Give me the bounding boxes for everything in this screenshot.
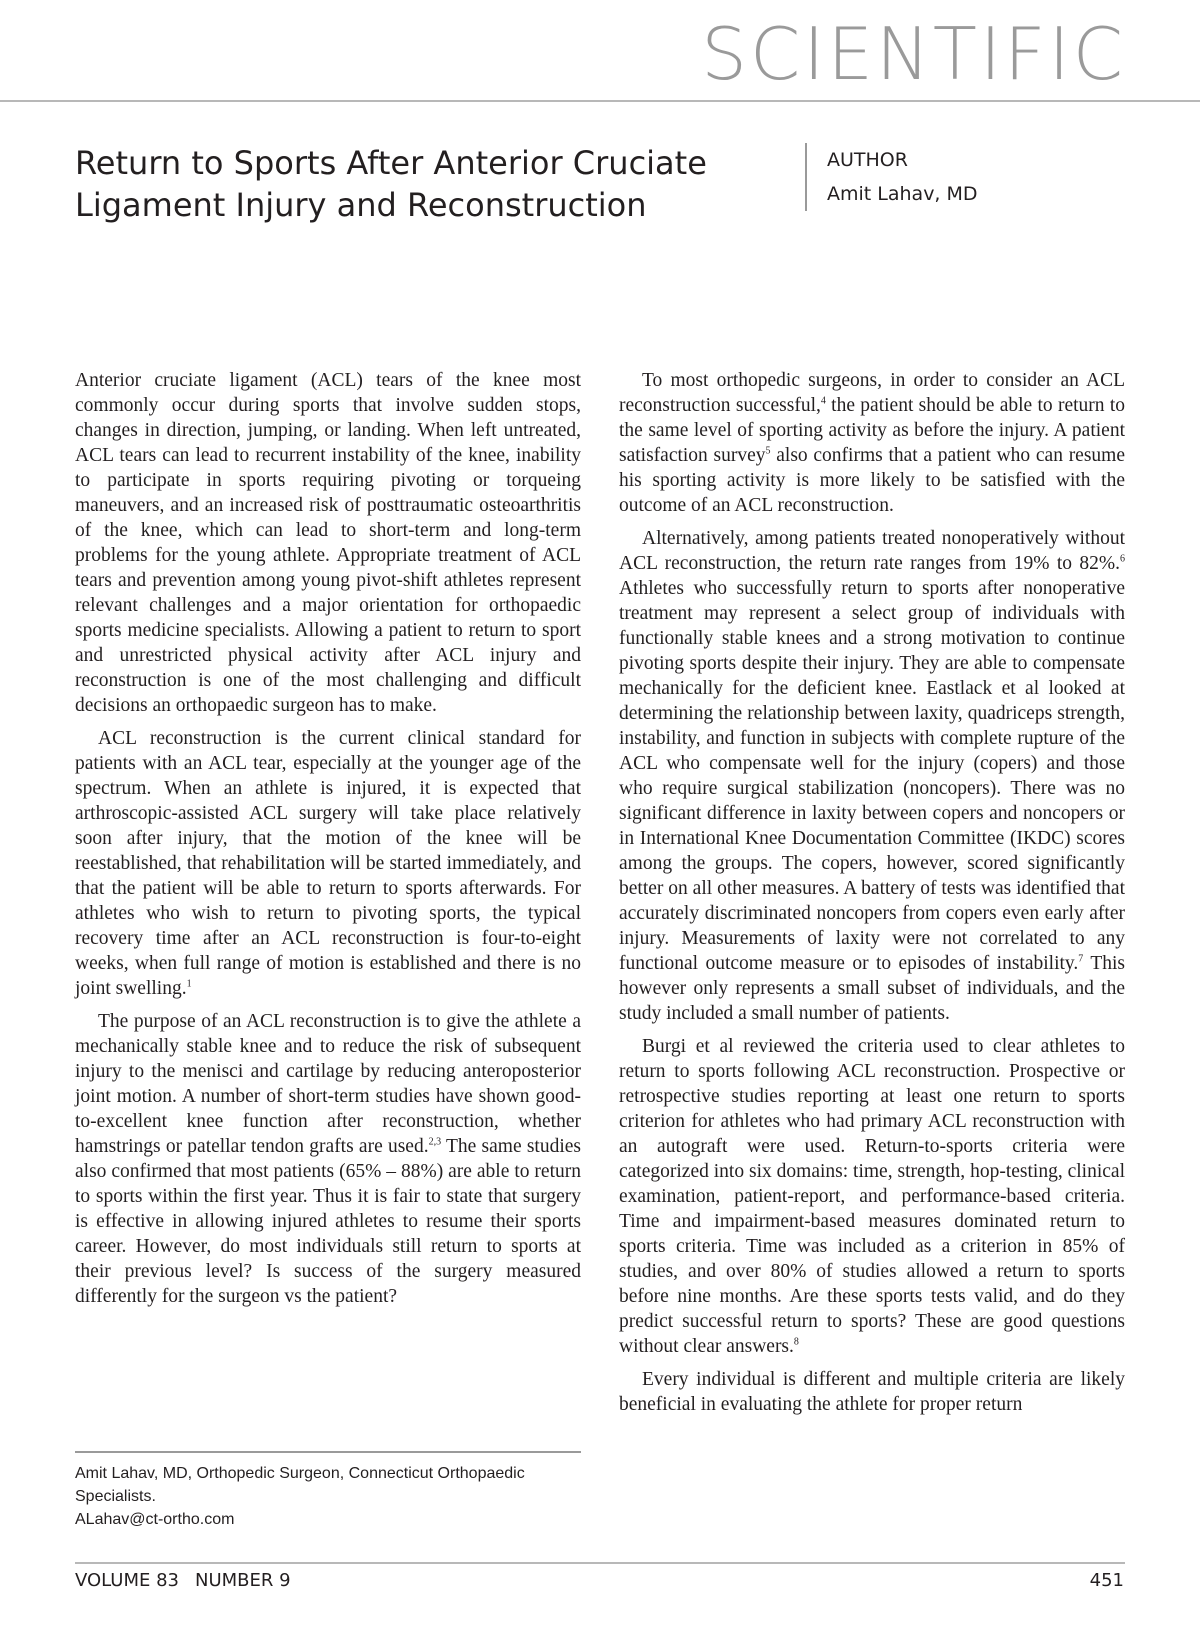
author-name: Amit Lahav, MD [827, 183, 978, 205]
citation: 6 [1120, 553, 1125, 565]
paragraph: ACL reconstruction is the current clinical standard for patients with an ACL tear, especially at the younger age of the spectrum. When an athlete is injured, it is expected that arthroscopic-assisted ACL surgery will take place relatively soon after injury, that the motion of the knee will be reestablished, that rehabilitation will be started immediately, and that the patient will be able to return to sports afterwards. For athletes who wish to return to pivoting sports, the typical recovery time after an ACL reconstruction is four-to-eight weeks, when full range of motion is established and there is no joint swelling.$^1$ [75, 728, 581, 999]
right-column [619, 368, 1125, 1425]
citation: 1 [186, 978, 192, 990]
citation: 8 [793, 1336, 799, 1348]
citation: 5 [765, 445, 771, 457]
paragraph: Alternatively, among patients treated nonoperatively without ACL reconstruction, the return rate ranges from 19% to 82%.$^6$ Athletes who successfully return to sports after nonoperative treatment may represent a select group of individuals with functionally stable knees and a strong motivation to continue pivoting sports despite their injury. They are able to compensate mechanically for the deficient knee. Eastlack et al looked at determining the relationship between laxity, quadriceps strength, instability, and function in subjects with complete rupture of the ACL who compensate well for the injury (copers) and those who require surgical stabilization (noncopers). There was no significant difference in laxity between copers and noncopers or in International Knee Documentation Committee (IKDC) scores among the groups. The copers, however, scored significantly better on all other measures. A battery of tests was identified that accurately discriminated noncopers from copers even early after injury. Measurements of laxity were not correlated to any functional outcome measure or to episodes of instability.$^7$ This however only represents a small subset of individuals, and the study included a small number of patients. [619, 528, 1125, 1024]
citation: 2,3 [428, 1136, 442, 1148]
footnote-affiliation: Amit Lahav, MD, Orthopedic Surgeon, Connecticut Orthopaedic Specialists. [75, 1465, 525, 1505]
article-title: Return to Sports After Anterior Cruciate Ligament Injury and Reconstruction [75, 144, 707, 224]
citation: 4 [820, 395, 826, 407]
paragraph: To most orthopedic surgeons, in order to consider an ACL reconstruction successful,$^4$ the patient should be able to return to the same level of sporting activity as before the injury. A patient satisfaction survey$^5$ also confirms that a patient who can resume his sporting activity is more likely to be satisfied with the outcome of an ACL reconstruction. [619, 370, 1126, 516]
author-footnote [75, 1462, 595, 1531]
footnote-rule [75, 1451, 581, 1453]
paragraph: Every individual is different and multiple criteria are likely beneficial in evaluating the athlete for proper return [619, 1369, 1125, 1415]
author-label: AUTHOR [827, 149, 908, 171]
left-column [75, 368, 581, 1317]
header-rule [0, 100, 1200, 102]
paragraph: The purpose of an ACL reconstruction is to give the athlete a mechanically stable knee and to reduce the risk of subsequent injury to the menisci and cartilage by reducing anteroposterior joint motion. A number of short-term studies have shown good-to-excellent knee function after reconstruction, whether hamstrings or patellar tendon grafts are used.$^{2,3}$ The same studies also confirmed that most patients (65% – 88%) are able to return to sports within the first year. Thus it is fair to state that surgery is effective in allowing injured athletes to resume their sports career. However, do most individuals still return to sports at their previous level? Is success of the surgery measured differently for the surgeon vs the patient? [75, 1011, 581, 1307]
footer-rule [75, 1562, 1125, 1564]
footer-volume: VOLUME 83 [75, 1570, 180, 1591]
page-number: 451 [1089, 1570, 1124, 1591]
paragraph: Burgi et al reviewed the criteria used to clear athletes to return to sports following ACL reconstruction. Prospective or retrospective studies reporting at least one return to sports criterion for athletes who had primary ACL reconstruction with an autograft were used. Return-to-sports criteria were categorized into six domains: time, strength, hop-testing, clinical examination, patient-report, and performance-based criteria. Time and impairment-based measures dominated return to sports criteria. Time was included as a criterion in 85% of studies, and over 80% of studies allowed a return to sports before nine months. Are these sports tests valid, and do they predict successful return to sports? These are good questions without clear answers.$^8$ [619, 1036, 1125, 1357]
section-label: SCIENTIFIC [701, 12, 1126, 96]
author-block [805, 143, 978, 211]
citation: 7 [1078, 953, 1084, 965]
footer-number: NUMBER 9 [195, 1570, 291, 1591]
footnote-email: ALahav@ct-ortho.com [75, 1511, 235, 1528]
footer-issue [75, 1570, 307, 1591]
paragraph: Anterior cruciate ligament (ACL) tears of the knee most commonly occur during sports that involve sudden stops, changes in direction, jumping, or landing. When left untreated, ACL tears can lead to recurrent instability of the knee, inability to participate in sports requiring pivoting or torqueing maneuvers, and an increased risk of posttraumatic osteoarthritis of the knee, which can lead to short-term and long-term problems for the young athlete. Appropriate treatment of ACL tears and prevention among young pivot-shift athletes represent relevant challenges and a major orientation for orthopaedic sports medicine specialists. Allowing a patient to return to sport and unrestricted physical activity after ACL injury and reconstruction is one of the most challenging and difficult decisions an orthopaedic surgeon has to make. [75, 370, 581, 716]
